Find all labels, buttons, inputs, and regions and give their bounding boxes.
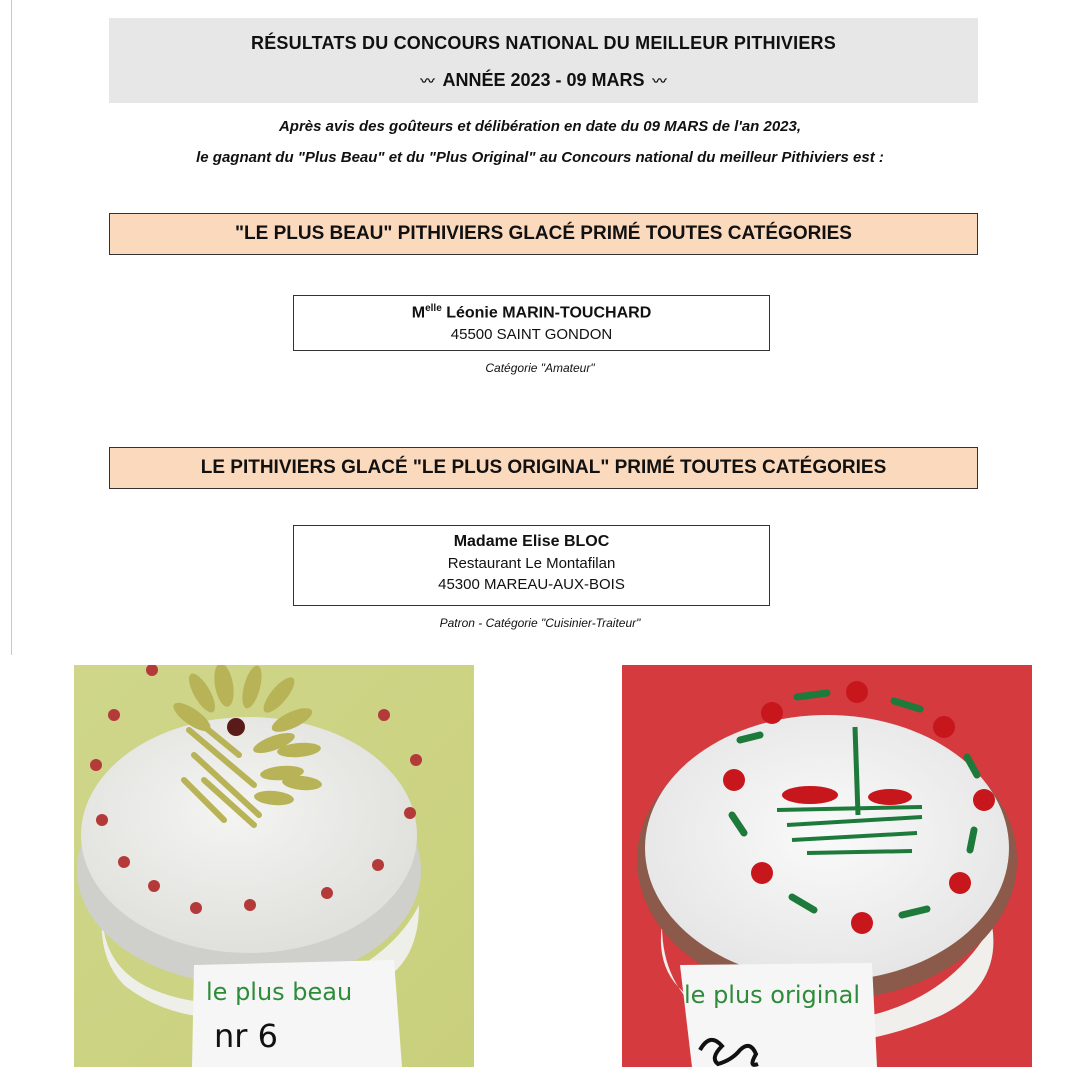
winner-plus-beau-category: Catégorie "Amateur" [485, 361, 595, 375]
cake-top [81, 717, 417, 953]
left-number-text: nr 6 [214, 1017, 278, 1055]
winner-title-prefix: M [411, 304, 426, 322]
right-ornament-icon: 〰 [652, 73, 667, 90]
winner-plus-original-box [293, 525, 770, 606]
left-ornament-icon: 〰 [420, 73, 435, 90]
results-date-text: ANNÉE 2023 - 09 MARS [442, 70, 645, 90]
right-label-card [680, 963, 877, 1067]
right-label-text: le plus original [684, 981, 861, 1009]
winner-plus-original-establishment: Restaurant Le Montafilan [447, 555, 616, 572]
intro-line-1: Après avis des goûteurs et délibération en date du 09 MARS de l'an 2023, [278, 118, 802, 135]
winner-plus-beau-address: 45500 SAINT GONDON [450, 326, 613, 344]
results-date [109, 70, 978, 91]
award-plus-beau-banner: "LE PLUS BEAU" PITHIVIERS GLACÉ PRIMÉ TOUTES CATÉGORIES [109, 213, 978, 255]
winner-plus-original-name: Madame Elise BLOC [453, 533, 610, 550]
winner-plus-original-address: 45300 MAREAU-AUX-BOIS [438, 576, 625, 593]
award-plus-original-banner: LE PITHIVIERS GLACÉ "LE PLUS ORIGINAL" PRIMÉ TOUTES CATÉGORIES [109, 447, 978, 489]
winner-plus-original-category: Patron - Catégorie "Cuisinier-Traiteur" [439, 616, 641, 630]
winner-plus-beau-name [294, 303, 769, 322]
results-title: RÉSULTATS DU CONCOURS NATIONAL DU MEILLEUR PITHIVIERS [251, 33, 836, 53]
winner-title-sup: elle [425, 303, 442, 314]
results-header [109, 18, 978, 103]
winner-plus-beau-box [293, 295, 770, 351]
photo-plus-original-cake [622, 665, 1032, 1067]
left-label-text: le plus beau [206, 978, 353, 1006]
cake-top [645, 715, 1009, 981]
photo-plus-beau-cake [74, 665, 474, 1067]
winner-name-text: Léonie MARIN-TOUCHARD [441, 304, 652, 322]
intro-line-2: le gagnant du "Plus Beau" et du "Plus Original" au Concours national du meilleur Pithiviers est : [196, 149, 884, 166]
page-left-rule [11, 0, 12, 655]
